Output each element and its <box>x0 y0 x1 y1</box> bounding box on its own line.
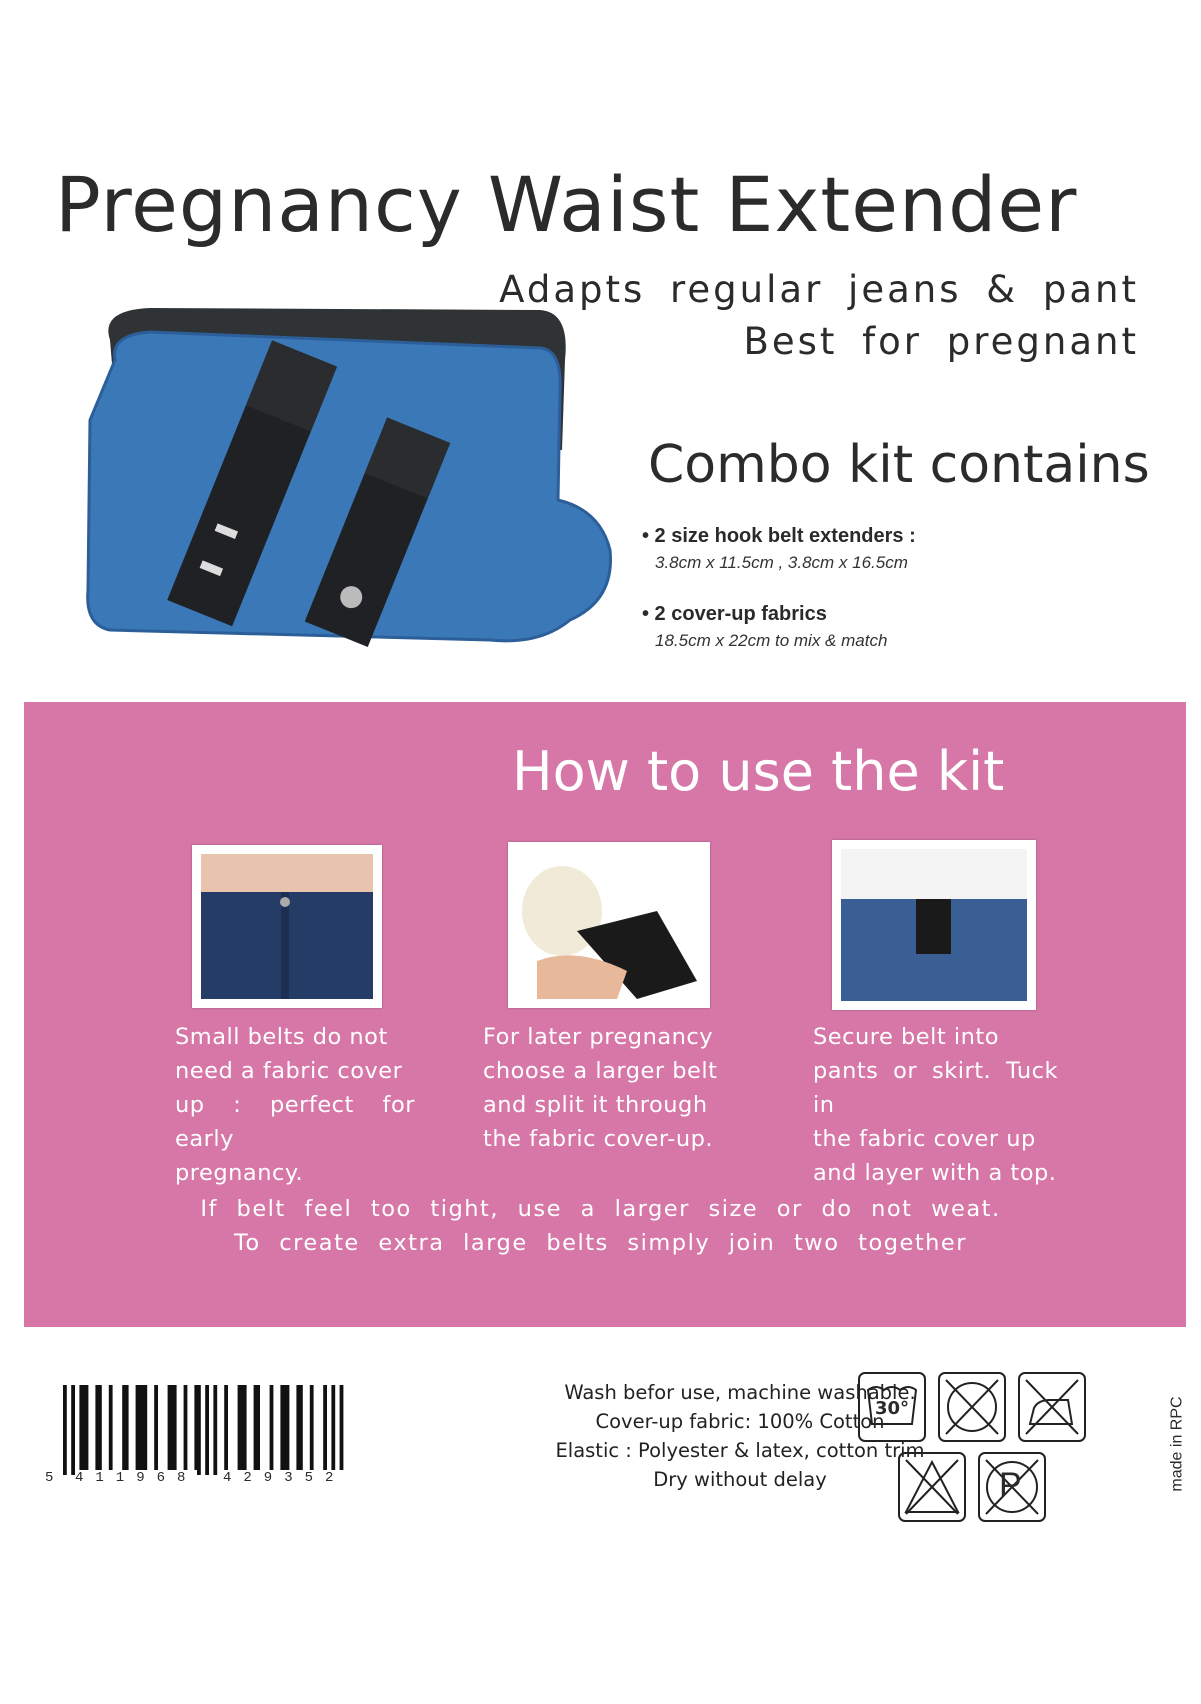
barcode-bar <box>184 1385 188 1475</box>
barcode-bar <box>238 1385 247 1475</box>
combo-heading: Combo kit contains <box>648 435 1150 495</box>
barcode-bar <box>340 1385 344 1475</box>
step-1-photo <box>192 845 382 1008</box>
how-to-heading: How to use the kit <box>512 740 1005 803</box>
caption-line: need a fabric cover <box>175 1058 403 1084</box>
barcode-bar <box>194 1385 200 1475</box>
no-tumble-dry-icon <box>938 1372 1006 1442</box>
wash-temp-label: 30° <box>875 1398 910 1419</box>
no-bleach-icon <box>898 1452 966 1522</box>
care-line: Elastic : Polyester & latex, cotton trim <box>555 1439 925 1462</box>
step-2-photo <box>508 842 710 1008</box>
caption-line: and layer with a top. <box>813 1160 1057 1186</box>
caption-line: the fabric cover up <box>813 1126 1036 1152</box>
combo-item-2-detail: 18.5cm x 22cm to mix & match <box>655 631 888 650</box>
barcode-bar <box>122 1385 128 1475</box>
barcode-bar <box>280 1385 289 1475</box>
caption-line: Secure belt into <box>813 1024 999 1050</box>
how-to-note-1: If belt feel too tight, use a larger size or do not weat. <box>200 1196 1001 1222</box>
product-title: Pregnancy Waist Extender <box>55 160 1078 249</box>
combo-item-1-detail: 3.8cm x 11.5cm , 3.8cm x 16.5cm <box>655 553 908 572</box>
care-line: Cover-up fabric: 100% Cotton <box>595 1410 885 1433</box>
barcode-bar <box>323 1385 327 1475</box>
step-3-photo <box>832 840 1036 1010</box>
barcode-bar <box>154 1385 158 1475</box>
caption-line: pants or skirt. Tuck in <box>813 1058 1058 1118</box>
step-3-caption <box>813 1020 1058 1190</box>
combo-item-2-label: • 2 cover-up fabrics <box>642 603 827 625</box>
caption-line: pregnancy. <box>175 1160 304 1186</box>
wash-30-icon <box>858 1372 926 1442</box>
barcode-digit-first: 5 <box>45 1470 54 1486</box>
subtitle-line-1: Adapts regular jeans & pant <box>499 268 1139 311</box>
barcode <box>45 1385 355 1500</box>
combo-item-1-label: • 2 size hook belt extenders : <box>642 525 916 547</box>
barcode-bar <box>109 1385 113 1475</box>
barcode-bar <box>79 1385 88 1475</box>
barcode-bar <box>224 1385 228 1475</box>
caption-line: Small belts do not <box>175 1024 388 1050</box>
dry-clean-label: P <box>999 1466 1022 1504</box>
step-2-caption <box>483 1020 733 1156</box>
barcode-bar <box>168 1385 177 1475</box>
barcode-bar <box>63 1385 67 1475</box>
barcode-bar <box>296 1385 302 1475</box>
barcode-bar <box>270 1385 274 1475</box>
barcode-bar <box>213 1385 217 1475</box>
caption-line: up : perfect for early <box>175 1092 415 1152</box>
barcode-bar <box>95 1385 101 1475</box>
step-1-caption <box>175 1020 415 1190</box>
barcode-bar <box>136 1385 148 1475</box>
barcode-bar <box>71 1385 75 1475</box>
no-dry-clean-icon <box>978 1452 1046 1522</box>
barcode-bar <box>205 1385 209 1475</box>
subtitle-line-2: Best for pregnant <box>743 320 1139 363</box>
no-iron-icon <box>1018 1372 1086 1442</box>
caption-line: the fabric cover-up. <box>483 1126 714 1152</box>
caption-line: choose a larger belt <box>483 1058 718 1084</box>
barcode-bar <box>331 1385 335 1475</box>
care-line: Dry without delay <box>653 1468 827 1491</box>
barcode-bar <box>254 1385 260 1475</box>
barcode-digits-left: 411968 <box>75 1470 198 1486</box>
barcode-bar <box>310 1385 314 1475</box>
barcode-digits-right: 429352 <box>223 1470 346 1486</box>
care-line: Wash befor use, machine washable. <box>564 1381 916 1404</box>
how-to-note-2: To create extra large belts simply join two together <box>233 1230 968 1256</box>
made-in-label: made in RPC <box>1168 1396 1186 1492</box>
product-image <box>70 300 650 680</box>
caption-line: For later pregnancy <box>483 1024 714 1050</box>
caption-line: and split it through <box>483 1092 708 1118</box>
